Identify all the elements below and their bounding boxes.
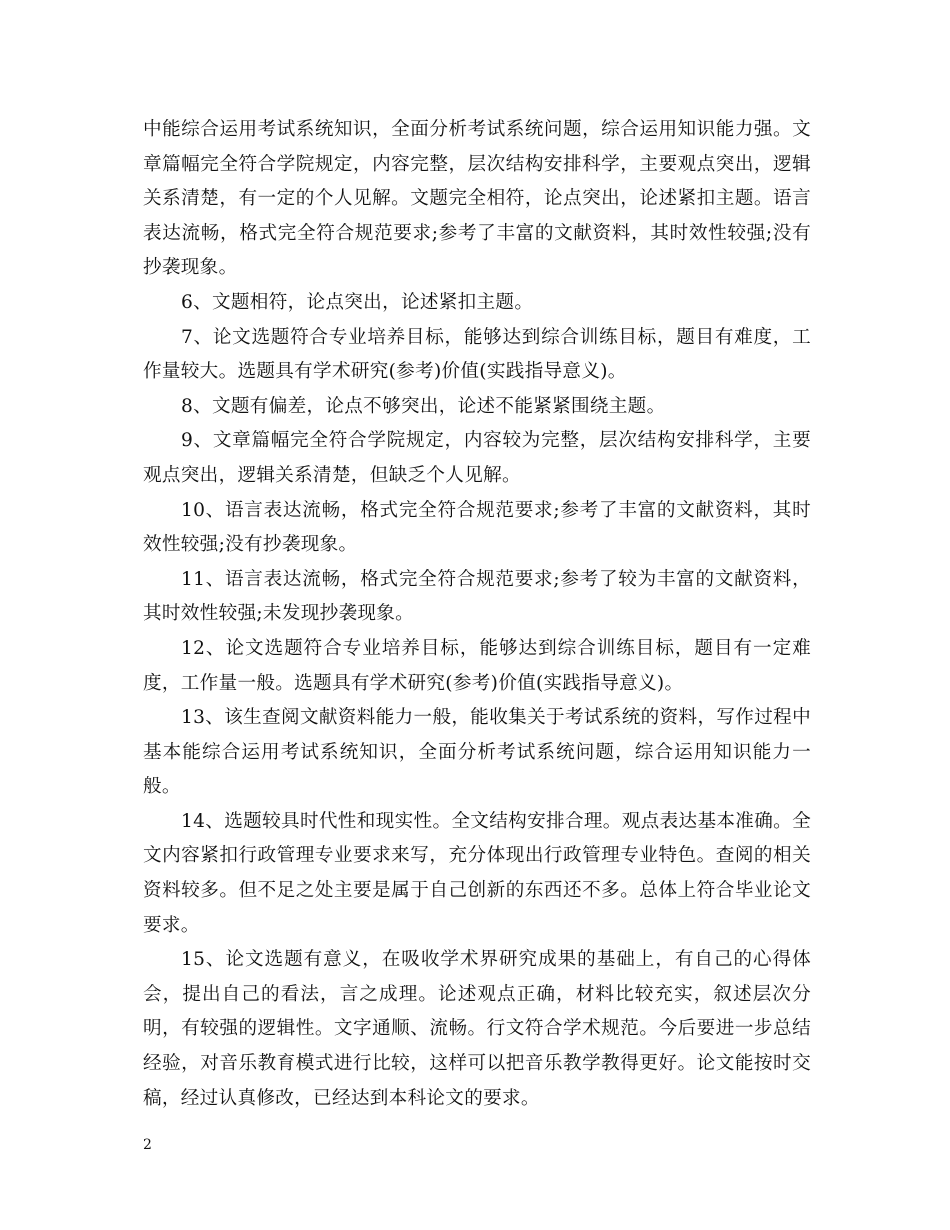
- paragraph-item-10: 10、语言表达流畅，格式完全符合规范要求;参考了丰富的文献资料，其时效性较强;没有抄袭现象。: [143, 499, 811, 556]
- paragraph-item-15: 15、论文选题有意义，在吸收学术界研究成果的基础上，有自己的心得体会，提出自己的看法，言之成理。论述观点正确，材料比较充实，叙述层次分明，有较强的逻辑性。文字通顺、流畅。行文符合学术规范。今后要进一步总结经验，对音乐教育模式进行比较，这样可以把音乐教学教得更好。论文能按时交稿，经过认真修改，已经达到本科论文的要求。: [143, 949, 811, 1109]
- page-number: 2: [143, 1137, 152, 1153]
- paragraph-item-14: 14、选题较具时代性和现实性。全文结构安排合理。观点表达基本准确。全文内容紧扣行政管理专业要求来写，充分体现出行政管理专业特色。查阅的相关资料较多。但不足之处主要是属于自己创新的东西还不多。总体上符合毕业论文要求。: [143, 810, 811, 936]
- paragraph-item-7: 7、论文选题符合专业培养目标，能够达到综合训练目标，题目有难度，工作量较大。选题具有学术研究(参考)价值(实践指导意义)。: [143, 326, 811, 383]
- paragraph-continuation: 中能综合运用考试系统知识，全面分析考试系统问题，综合运用知识能力强。文章篇幅完全符合学院规定，内容完整，层次结构安排科学，主要观点突出，逻辑关系清楚，有一定的个人见解。文题完全相符，论点突出，论述紧扣主题。语言表达流畅，格式完全符合规范要求;参考了丰富的文献资料，其时效性较强;没有抄袭现象。: [143, 119, 811, 279]
- paragraph-item-8: 8、文题有偏差，论点不够突出，论述不能紧紧围绕主题。: [181, 395, 666, 417]
- paragraph-item-12: 12、论文选题符合专业培养目标，能够达到综合训练目标，题目有一定难度，工作量一般。选题具有学术研究(参考)价值(实践指导意义)。: [143, 637, 811, 694]
- paragraph-item-11: 11、语言表达流畅，格式完全符合规范要求;参考了较为丰富的文献资料，其时效性较强;未发现抄袭现象。: [143, 568, 811, 625]
- paragraph-item-6: 6、文题相符，论点突出，论述紧扣主题。: [181, 291, 534, 313]
- paragraph-item-13: 13、该生查阅文献资料能力一般，能收集关于考试系统的资料，写作过程中基本能综合运用考试系统知识，全面分析考试系统问题，综合运用知识能力一般。: [143, 707, 811, 798]
- document-body: [143, 113, 811, 1116]
- paragraph-item-9: 9、文章篇幅完全符合学院规定，内容较为完整，层次结构安排科学，主要观点突出，逻辑关系清楚，但缺乏个人见解。: [143, 430, 811, 486]
